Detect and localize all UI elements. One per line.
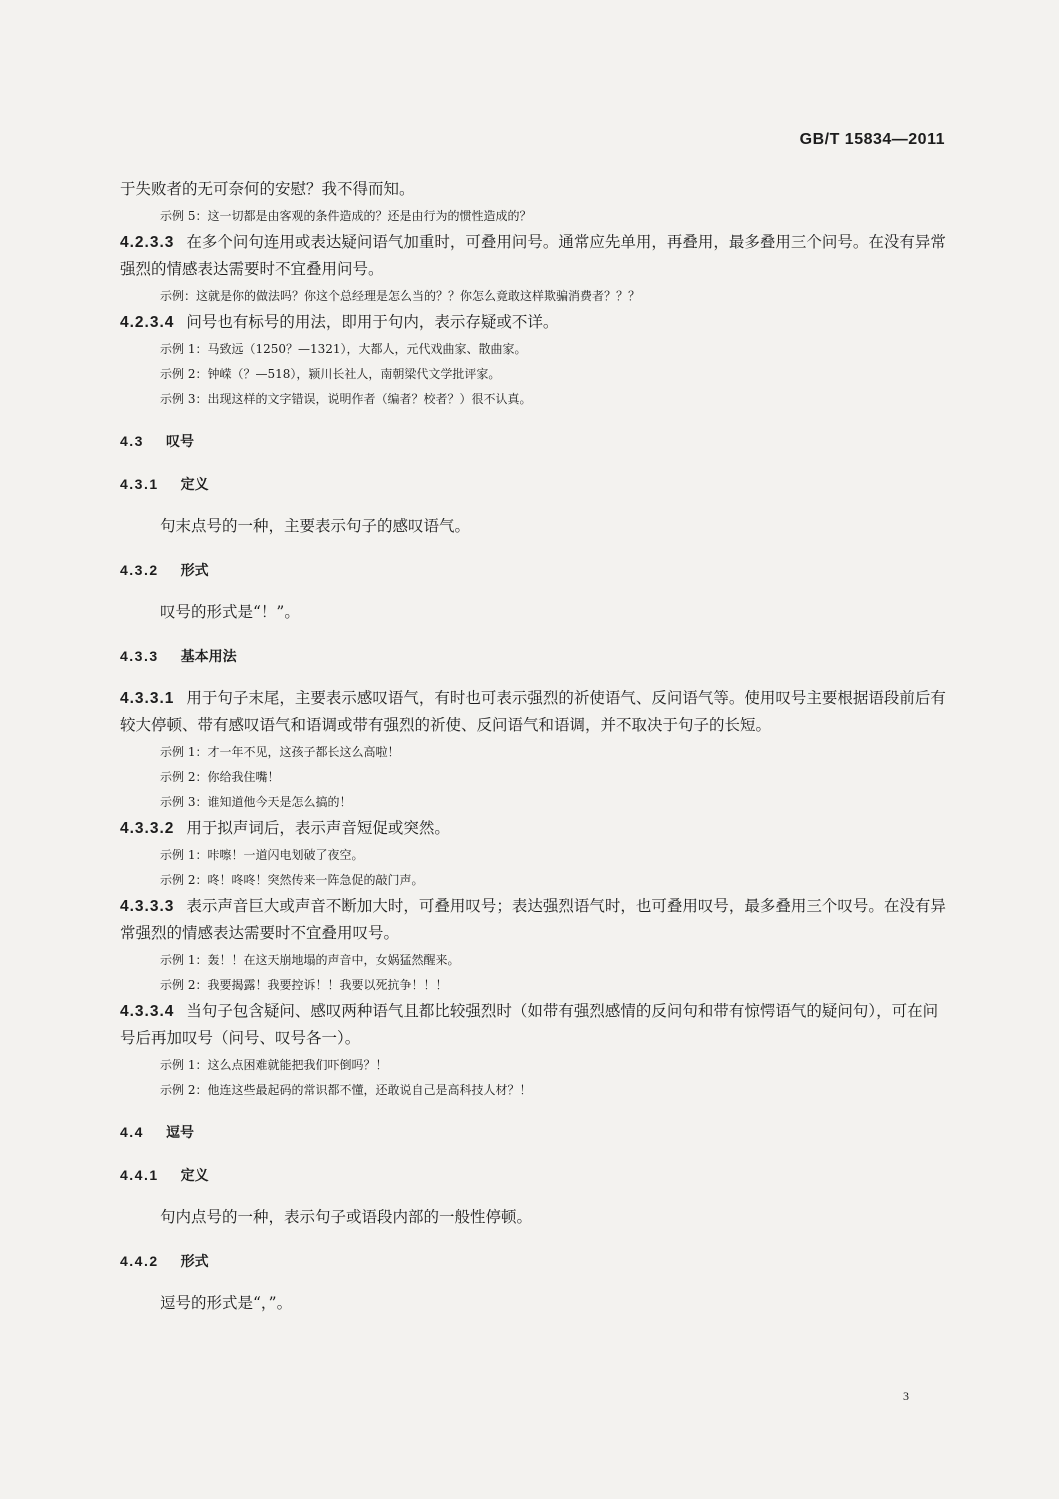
standard-code: GB/T 15834—2011 [799,131,945,148]
section-title: 定义 [180,477,209,493]
example-line: 示例 1：才一年不见，这孩子都长这么高啦！ [160,745,400,759]
section-title: 定义 [180,1168,209,1184]
subsection-heading [120,1163,950,1188]
example-line: 示例 5：这一切都是由客观的条件造成的？还是由行为的惯性造成的？ [160,209,532,223]
clause-number: 4.3.3.2 [120,820,175,837]
section-number: 4.4.2 [120,1253,159,1269]
clause-4-3-3-2 [120,815,950,842]
clause-text: 用于拟声词后，表示声音短促或突然。 [186,819,450,837]
section-number: 4.4.1 [120,1167,159,1183]
subsection-heading [120,558,950,583]
section-title: 形式 [180,1254,209,1270]
clause-4-2-3-4 [120,309,950,336]
clause-number: 4.3.3.3 [120,898,175,915]
clause-4-3-3-1 [120,685,950,739]
clause-text: 在多个问句连用或表达疑问语气加重时，可叠用问号。通常应先单用，再叠用，最多叠用三个问号。在没有异常强烈的情感表达需要时不宜叠用问号。 [120,233,946,278]
subsection-heading [120,472,950,497]
example-line: 示例 2：我要揭露！我要控诉！！我要以死抗争！！！ [160,978,448,992]
section-number: 4.3.3 [120,648,159,664]
subsection-heading [120,1249,950,1274]
form-text: 逗号的形式是“，”。 [160,1294,293,1312]
clause-text: 问号也有标号的用法，即用于句内，表示存疑或不详。 [186,313,559,331]
clause-number: 4.2.3.4 [120,314,175,331]
section-number: 4.3 [120,433,144,449]
clause-text: 用于句子末尾，主要表示感叹语气，有时也可表示强烈的祈使语气、反问语气等。使用叹号主要根据语段前后有较大停顿、带有感叹语气和语调或带有强烈的祈使、反问语气和语调，并不取决于句子的长短。 [120,689,946,734]
page-content [120,176,950,1329]
section-number: 4.4 [120,1124,144,1140]
clause-number: 4.2.3.3 [120,234,175,251]
section-title: 形式 [180,563,209,579]
clause-text: 表示声音巨大或声音不断加大时，可叠用叹号；表达强烈语气时，也可叠用叹号，最多叠用三个叹号。在没有异常强烈的情感表达需要时不宜叠用叹号。 [120,897,946,942]
example-line: 示例 1：这么点困难就能把我们吓倒吗？！ [160,1058,388,1072]
paragraph-continued: 于失败者的无可奈何的安慰？我不得而知。 [120,180,415,198]
definition-text: 句末点号的一种，主要表示句子的感叹语气。 [160,517,471,535]
example-line: 示例：这就是你的做法吗？你这个总经理是怎么当的？？你怎么竟敢这样欺骗消费者？？？ [160,289,641,303]
example-line: 示例 2：他连这些最起码的常识都不懂，还敢说自己是高科技人材？！ [160,1083,532,1097]
example-line: 示例 2：你给我住嘴！ [160,770,280,784]
clause-4-3-3-4 [120,998,950,1052]
example-line: 示例 1：马致远（1250？—1321），大都人，元代戏曲家、散曲家。 [160,342,527,356]
section-number: 4.3.2 [120,562,159,578]
form-text: 叹号的形式是“！”。 [160,603,300,621]
example-line: 示例 2：咚！咚咚！突然传来一阵急促的敲门声。 [160,873,424,887]
clause-text: 当句子包含疑问、感叹两种语气且都比较强烈时（如带有强烈感情的反问句和带有惊愕语气的疑问句），可在问号后再加叹号（问号、叹号各一）。 [120,1002,939,1047]
example-line: 示例 3：谁知道他今天是怎么搞的！ [160,795,352,809]
clause-4-3-3-3 [120,893,950,947]
page-number: 3 [903,1389,909,1403]
example-line: 示例 2：钟嵘（？—518），颍川长社人，南朝梁代文学批评家。 [160,367,501,381]
definition-text: 句内点号的一种，表示句子或语段内部的一般性停顿。 [160,1208,533,1226]
example-line: 示例 1：咔嚓！一道闪电划破了夜空。 [160,848,364,862]
subsection-heading [120,644,950,669]
section-title: 叹号 [165,434,194,450]
section-heading [120,429,950,454]
section-title: 基本用法 [180,649,237,665]
section-heading [120,1120,950,1145]
section-number: 4.3.1 [120,476,159,492]
example-line: 示例 3：出现这样的文字错误，说明作者（编者？校者？）很不认真。 [160,392,532,406]
clause-4-2-3-3 [120,229,950,283]
clause-number: 4.3.3.4 [120,1003,175,1020]
example-line: 示例 1：轰！！在这天崩地塌的声音中，女娲猛然醒来。 [160,953,460,967]
clause-number: 4.3.3.1 [120,690,175,707]
section-title: 逗号 [165,1125,194,1141]
